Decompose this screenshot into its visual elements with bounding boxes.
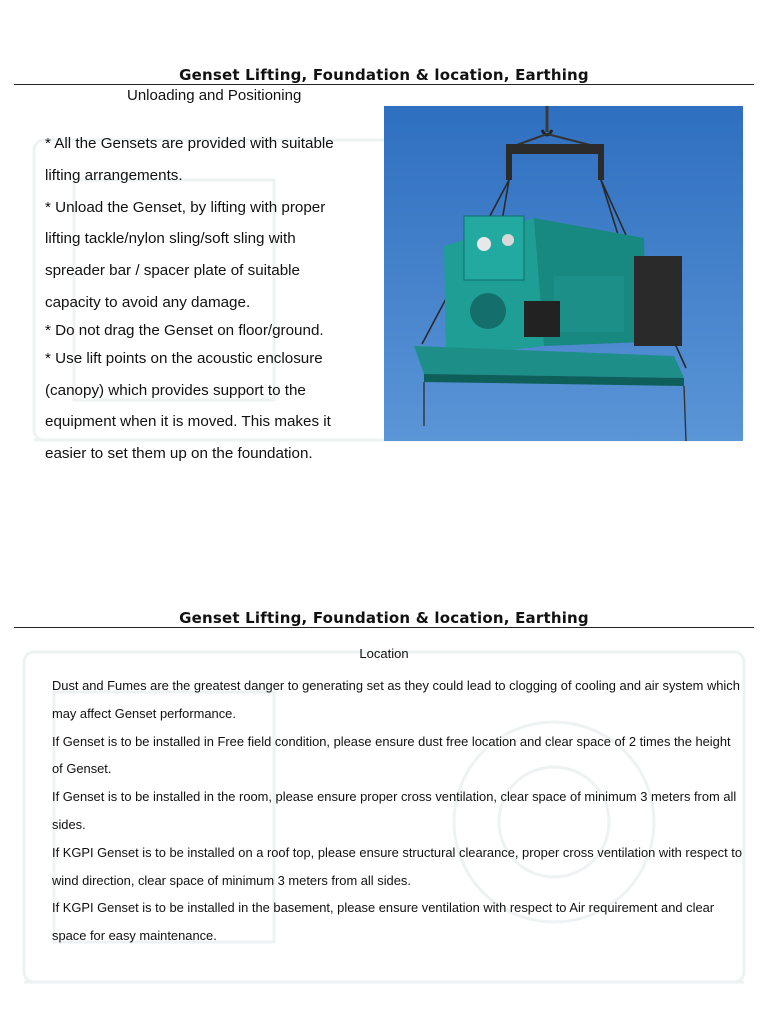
section-subtitle: Location xyxy=(359,646,409,661)
location-paragraphs xyxy=(52,672,742,950)
paragraph: If KGPI Genset is to be installed on a roof top, please ensure structural clearance, proper cross ventilation with respect to wind direction, clear space of minimum 3 meters from all sides. xyxy=(52,844,743,888)
bullet-item: * All the Gensets are provided with suitable lifting arrangements. xyxy=(45,135,334,184)
title-divider xyxy=(14,84,754,85)
section-subtitle: Unloading and Positioning xyxy=(127,87,302,104)
bullet-item: * Use lift points on the acoustic enclosure (canopy) which provides support to the equipment when it is moved. This makes it easier to set them up on the foundation. xyxy=(45,349,331,463)
bullet-item: * Do not drag the Genset on floor/ground. xyxy=(45,321,324,339)
paragraph: If Genset is to be installed in the room, please ensure proper cross ventilation, clear space of minimum 3 meters from all sides. xyxy=(52,789,737,832)
title-divider xyxy=(14,627,754,628)
genset-lifting-photo xyxy=(384,106,743,441)
paragraph: If KGPI Genset is to be installed in the basement, please ensure ventilation with respect to Air requirement and clear space for easy maintenance. xyxy=(52,900,715,944)
paragraph: If Genset is to be installed in Free field condition, please ensure dust free location and clear space of 2 times the height of Genset. xyxy=(52,733,731,777)
slide-title: Genset Lifting, Foundation & location, Earthing xyxy=(179,66,589,84)
bullet-item: * Unload the Genset, by lifting with proper lifting tackle/nylon sling/soft sling with spreader bar / spacer plate of suitable capacity to avoid any damage. xyxy=(45,198,326,311)
slide-title: Genset Lifting, Foundation & location, Earthing xyxy=(179,609,589,627)
paragraph: Dust and Fumes are the greatest danger to generating set as they could lead to clogging of cooling and air system which may affect Genset performance. xyxy=(52,678,740,721)
bullet-list xyxy=(45,128,375,470)
